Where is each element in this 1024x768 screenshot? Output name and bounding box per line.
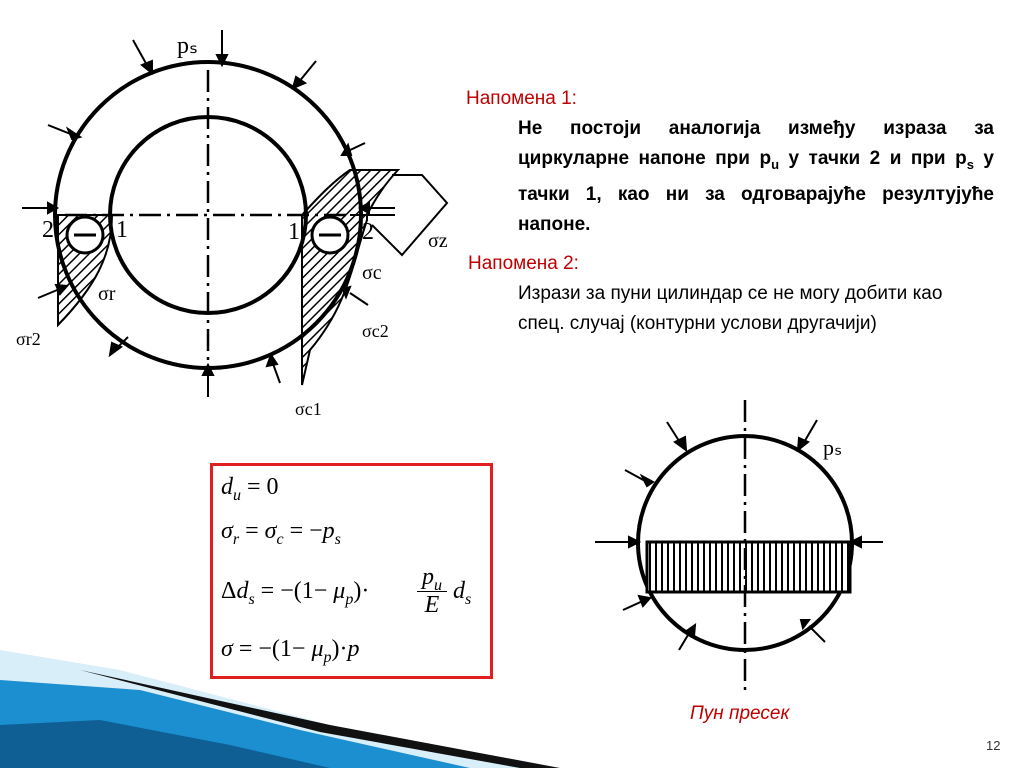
page-number: 12 (986, 738, 1001, 753)
label-sigma-z: σz (428, 230, 448, 252)
formula-sigma-r-c: $\sigma_r = \sigma_c = -p_s$ (221, 518, 341, 548)
formula-delta-ds: $\Delta d_s = -(1- \mu_p)\cdot$ (221, 578, 370, 608)
note1-body-mid: у тачки 2 и при p (779, 148, 967, 169)
note2-body: Изрази за пуни цилиндар се не могу добити као спец. случај (контурни услови другачији) (518, 283, 943, 334)
note1-body (518, 114, 994, 240)
label-2-right: 2 (362, 219, 374, 245)
solid-cylinder-diagram (595, 400, 885, 690)
note1-body-post: у тачки 1, као ни за одговарајуће резултујуће напоне. (518, 148, 994, 235)
label-2-left: 2 (42, 217, 54, 243)
label-sigma-c2: σc2 (362, 321, 389, 341)
note1-sub-s: s (966, 156, 974, 172)
label-sigma-r: σr (98, 283, 116, 305)
label-sigma-c1: σc1 (295, 399, 322, 419)
label-ps: pₛ (177, 33, 198, 59)
label-1-right: 1 (288, 219, 300, 245)
caption-solid-section: Пун пресек (690, 703, 790, 724)
label-sigma-r2: σr2 (16, 329, 41, 349)
note1-body-pre: Не постоји аналогија између израза за циркуларне напоне при p (518, 118, 994, 169)
formula-fraction: $p_u$ E (417, 564, 447, 619)
formula-du: $d_u = 0$ (221, 474, 279, 504)
hollow-cylinder-diagram (10, 25, 465, 425)
note1-sub-u: u (771, 156, 780, 172)
formula-ds-tail: $d_s$ (453, 578, 472, 608)
note1-title: Напомена 1: (466, 88, 577, 109)
stress-band (647, 542, 850, 592)
note2-title: Напомена 2: (468, 253, 579, 274)
formula-sigma: $\sigma = -(1- \mu_p)\cdot p$ (221, 636, 360, 666)
sigma-c-diagram (302, 170, 398, 385)
formula-box (210, 463, 493, 679)
solid-label-ps: pₛ (823, 435, 843, 460)
label-1-left: 1 (116, 217, 128, 243)
label-sigma-c: σc (362, 262, 382, 284)
